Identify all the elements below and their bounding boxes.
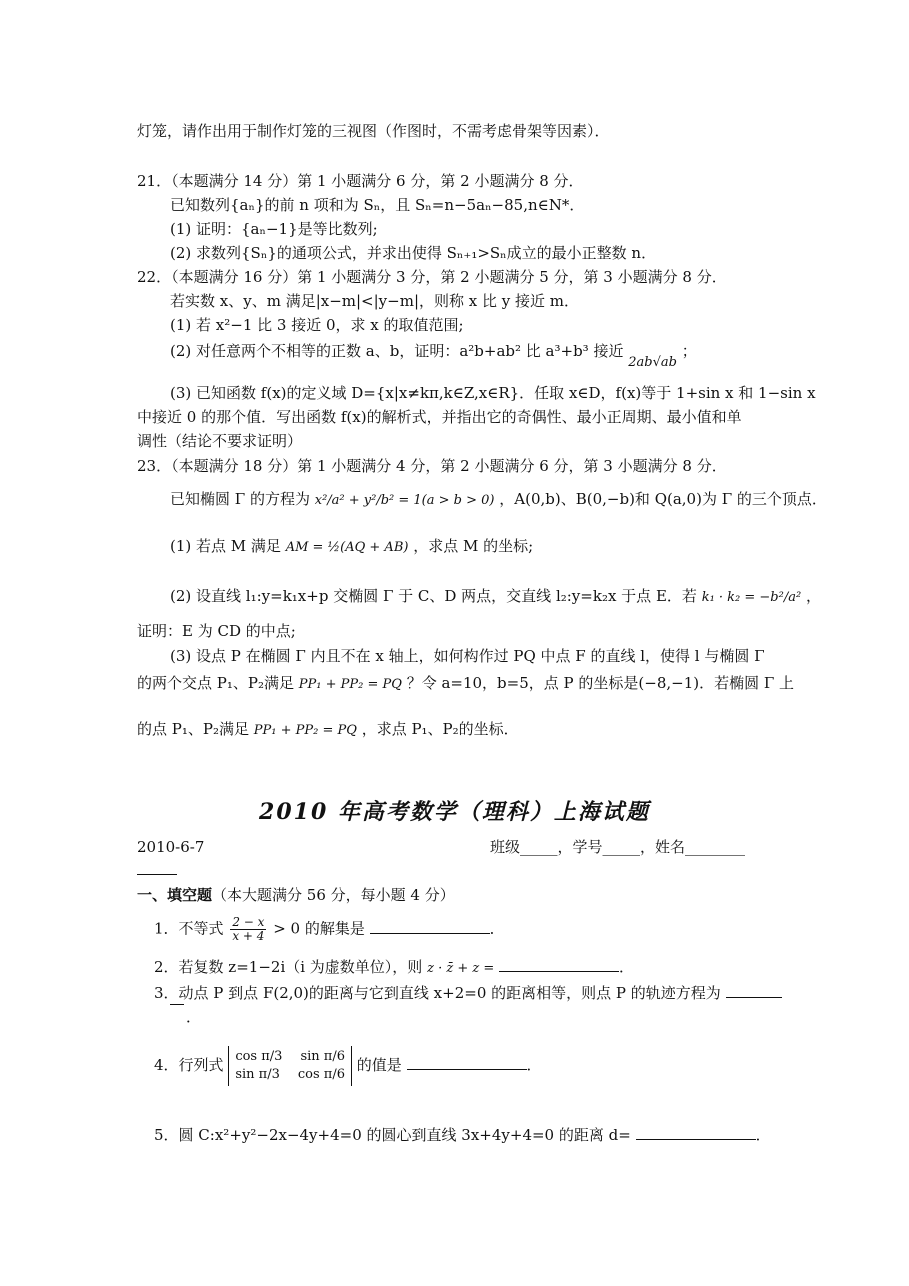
formula: PP₁ + PP₂ = PQ <box>253 723 357 738</box>
formula: 2ab√ab <box>628 355 677 370</box>
determinant <box>228 1046 352 1086</box>
text-line: 若实数 x、y、m 满足|x−m|<|y−m|，则称 x 比 y 接近 m． <box>170 292 579 310</box>
formula: PP₁ + PP₂ = PQ <box>298 677 402 692</box>
cell: cos π/3 <box>235 1049 283 1064</box>
text: ？令 a=10，b=5，点 P 的坐标是(−8,−1)．若椭圆 Γ 上 <box>406 674 795 692</box>
text: 4．行列式 <box>154 1056 224 1074</box>
text-line: (1) 若 x²−1 比 3 接近 0，求 x 的取值范围; <box>170 316 464 334</box>
determinant-row <box>235 1066 345 1084</box>
cell: sin π/6 <box>300 1049 345 1064</box>
text-line: 灯笼，请作出用于制作灯笼的三视图（作图时，不需考虑骨架等因素）． <box>137 122 610 140</box>
exam-date: 2010-6-7 <box>137 838 205 856</box>
text-line: 中接近 0 的那个值．写出函数 f(x)的解析式，并指出它的奇偶性、最小正周期、最小值和单 <box>137 408 742 426</box>
cell: sin π/3 <box>235 1067 280 1082</box>
text-line: (3) 设点 P 在椭圆 Γ 内且不在 x 轴上，如何构作过 PQ 中点 F 的直线 l，使得 l 与椭圆 Γ <box>170 647 765 665</box>
problem-4: 4．行列式 cos π/3 sin π/6 sin π/3 cos π/6 的值是 ． <box>154 1046 542 1086</box>
text: > 0 的解集是 <box>273 919 365 938</box>
text-line <box>137 718 519 742</box>
determinant-row <box>235 1048 345 1066</box>
text: 2．若复数 z=1−2i（i 为虚数单位），则 <box>154 958 423 976</box>
text: (1) 若点 M 满足 <box>170 537 281 555</box>
text: ， <box>805 587 821 605</box>
text: 3．动点 P 到点 F(2,0)的距离与它到直线 x+2=0 的距离相等，则点 P 的轨迹方程为 <box>154 984 721 1002</box>
text: (2) 设直线 l₁:y=k₁x+p 交椭圆 Γ 于 C、D 两点，交直线 l₂:y=k₂x 于点 E．若 <box>170 587 697 605</box>
section-note: （本大题满分 56 分，每小题 4 分） <box>212 886 455 904</box>
text: 已知椭圆 Γ 的方程为 <box>170 490 310 508</box>
formula: k₁ · k₂ = −b²/a² <box>701 590 802 605</box>
formula: AM = ½(AQ + AB) <box>285 540 409 555</box>
text: 的两个交点 P₁、P₂满足 <box>137 674 294 692</box>
text: ，求点 M 的坐标; <box>413 537 534 555</box>
section-heading <box>137 884 455 906</box>
text: (2) 对任意两个不相等的正数 a、b，证明：a²b+ab² 比 a³+b³ 接近 <box>170 342 624 360</box>
answer-blank[interactable] <box>636 1125 756 1140</box>
text-line: (3) 已知函数 f(x)的定义域 D={x|x≠kπ,k∈Z,x∈R}．任取 x∈D，f(x)等于 1+sin x 和 1−sin x <box>170 384 816 402</box>
problem-5: 5．圆 C:x²+y²−2x−4y+4=0 的圆心到直线 3x+4y+4=0 的距离 d= ． <box>154 1126 771 1144</box>
text-line: (1) 证明：{aₙ−1}是等比数列; <box>170 220 378 238</box>
formula: z · z̄ + z = <box>427 961 495 976</box>
text-line: 调性（结论不要求证明） <box>137 432 303 450</box>
underline-continuation <box>137 874 177 875</box>
text: 的点 P₁、P₂满足 <box>137 720 249 738</box>
answer-blank[interactable] <box>370 919 490 934</box>
text: 的值是 <box>356 1056 402 1074</box>
problem-3 <box>154 982 782 1004</box>
section-title: 一、填空题 <box>137 886 213 904</box>
formula: x²/a² + y²/b² = 1(a > b > 0) <box>314 493 495 508</box>
question-22-heading: 22．（本题满分 16 分）第 1 小题满分 3 分，第 2 小题满分 5 分，第 3 小题满分 8 分． <box>137 268 727 286</box>
answer-blank[interactable] <box>499 957 619 972</box>
answer-blank[interactable] <box>407 1055 527 1070</box>
text-line: 证明：E 为 CD 的中点; <box>137 622 296 640</box>
text: ，A(0,b)、B(0,−b)和 Q(a,0)为 Γ 的三个顶点． <box>499 490 827 508</box>
text-line <box>137 672 794 696</box>
text-line: (2) 求数列{Sₙ}的通项公式，并求出使得 Sₙ₊₁>Sₙ成立的最小正整数 n． <box>170 244 657 262</box>
problem-1: 1．不等式 $\frac{2 - x}{x + 4}$ > 0 的解集是 ． <box>154 915 505 943</box>
numerator: 2 − x <box>232 915 265 929</box>
text: ； <box>681 342 697 360</box>
text-line <box>170 488 827 512</box>
text-line: 已知数列{aₙ}的前 n 项和为 Sₙ，且 Sₙ=n−5aₙ−85,n∈N*． <box>170 196 585 214</box>
fraction <box>230 916 266 943</box>
student-info-fields: 班级_____，学号_____，姓名________ <box>490 838 746 856</box>
text: 5．圆 C:x²+y²−2x−4y+4=0 的圆心到直线 3x+4y+4=0 的距离 d= <box>154 1126 631 1144</box>
cell: cos π/6 <box>297 1067 345 1082</box>
question-23-heading: 23．（本题满分 18 分）第 1 小题满分 4 分，第 2 小题满分 6 分，第 3 小题满分 8 分． <box>137 457 727 475</box>
text-line <box>170 535 533 559</box>
problem-2: 2．若复数 z=1−2i（i 为虚数单位），则 z · z̄ + z = ． <box>154 958 635 976</box>
question-21-heading: 21．（本题满分 14 分）第 1 小题满分 6 分，第 2 小题满分 8 分． <box>137 172 584 190</box>
denominator: x + 4 <box>232 929 265 943</box>
underline-continuation <box>170 1004 184 1005</box>
exam-title: 2010 年高考数学（理科）上海试题 <box>259 799 650 825</box>
text: ，求点 P₁、P₂的坐标． <box>361 720 519 738</box>
text-line <box>170 585 821 609</box>
text: 1．不等式 <box>154 919 224 938</box>
answer-blank[interactable] <box>726 983 782 998</box>
text-line <box>170 340 697 370</box>
text: ． <box>186 1008 202 1026</box>
